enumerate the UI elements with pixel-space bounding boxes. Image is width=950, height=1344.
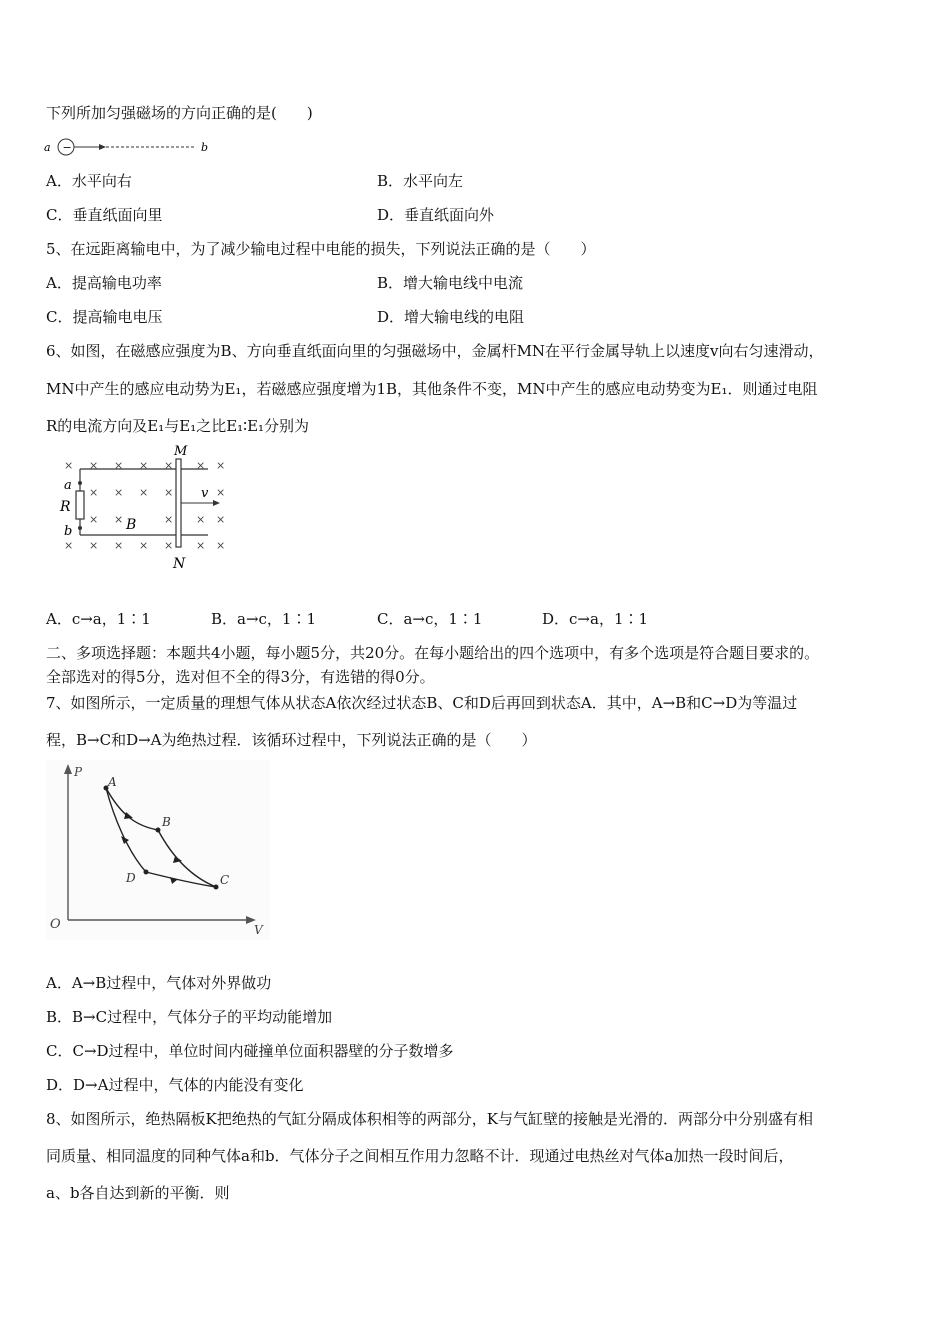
svg-text:×: × (114, 486, 124, 499)
q4-charge-figure (44, 136, 224, 162)
svg-text:×: × (216, 486, 226, 499)
svg-text:×: × (139, 459, 149, 472)
q7-point-C: C (220, 873, 230, 887)
q5-stem: 5、在远距离输电中，为了减少输电过程中电能的损失，下列说法正确的是（ ） (46, 240, 596, 258)
q6-stem-line2: MN中产生的感应电动势为E₁，若磁感应强度增为1B，其他条件不变，MN中产生的感应电动势变为E₁．则通过电阻 (46, 380, 818, 398)
q6-label-v: v (201, 486, 209, 501)
svg-text:×: × (196, 459, 206, 472)
q5-option-a[interactable]: A．提高输电功率 (46, 274, 162, 292)
svg-text:×: × (114, 459, 124, 472)
q4-option-c[interactable]: C．垂直纸面向里 (46, 206, 163, 224)
q4-stem: 下列所加匀强磁场的方向正确的是( ) (46, 104, 313, 122)
q7-option-b[interactable]: B．B→C过程中，气体分子的平均动能增加 (46, 1008, 333, 1026)
q6-label-M: M (174, 444, 188, 459)
q7-stem-line2: 程，B→C和D→A为绝热过程．该循环过程中，下列说法正确的是（ ） (46, 731, 537, 749)
q7-origin-O: O (50, 917, 61, 932)
q7-option-a[interactable]: A．A→B过程中，气体对外界做功 (46, 974, 272, 992)
svg-text:×: × (64, 459, 74, 472)
svg-text:×: × (139, 539, 149, 552)
q4-option-a[interactable]: A．水平向右 (46, 172, 132, 190)
q8-stem-line3: a、b各自达到新的平衡．则 (46, 1184, 230, 1202)
q7-point-B: B (162, 815, 171, 829)
svg-text:×: × (89, 513, 99, 526)
q6-stem-line3: R的电流方向及E₁与E₁之比E₁∶E₁分别为 (46, 417, 310, 435)
q6-label-R: R (60, 499, 71, 515)
q7-stem-line1: 7、如图所示，一定质量的理想气体从状态A依次经过状态B、C和D后再回到状态A．其中，A→B和C→D为等温过 (46, 694, 798, 712)
svg-text:×: × (196, 513, 206, 526)
svg-text:×: × (216, 513, 226, 526)
q7-point-A: A (108, 775, 117, 789)
q4-option-b[interactable]: B．水平向左 (377, 172, 464, 190)
q7-axis-V: V (254, 923, 263, 937)
q7-option-d[interactable]: D．D→A过程中，气体的内能没有变化 (46, 1076, 304, 1094)
q8-stem-line1: 8、如图所示，绝热隔板K把绝热的气缸分隔成体积相等的两部分，K与气缸壁的接触是光滑的．两部分中分别盛有相 (46, 1110, 813, 1128)
q7-option-c[interactable]: C．C→D过程中，单位时间内碰撞单位面积器壁的分子数增多 (46, 1042, 454, 1060)
section2-heading-line2: 全部选对的得5分，选对但不全的得3分，有选错的得0分。 (46, 668, 435, 686)
q7-axis-P: P (74, 765, 83, 779)
q6-option-b[interactable]: B．a→c，1∶1 (211, 610, 317, 628)
svg-text:×: × (89, 459, 99, 472)
q6-label-b: b (64, 524, 73, 539)
svg-text:×: × (216, 539, 226, 552)
q7-pv-diagram (46, 760, 270, 944)
q5-option-b[interactable]: B．增大输电线中电流 (377, 274, 524, 292)
svg-text:×: × (139, 486, 149, 499)
q4-label-b: b (201, 141, 209, 154)
svg-text:×: × (196, 539, 206, 552)
q8-stem-line2: 同质量、相同温度的同种气体a和b．气体分子之间相互作用力忽略不计．现通过电热丝对气体a加热一段时间后， (46, 1147, 794, 1165)
svg-text:×: × (164, 539, 174, 552)
q5-option-c[interactable]: C．提高输电电压 (46, 308, 163, 326)
q6-option-d[interactable]: D．c→a，1∶1 (542, 610, 649, 628)
q4-label-a: a (44, 141, 51, 154)
svg-text:×: × (164, 513, 174, 526)
svg-text:×: × (89, 486, 99, 499)
svg-text:×: × (216, 459, 226, 472)
q5-option-d[interactable]: D．增大输电线的电阻 (377, 308, 525, 326)
svg-text:×: × (114, 539, 124, 552)
q6-option-c[interactable]: C．a→c，1∶1 (377, 610, 483, 628)
q4-option-d[interactable]: D．垂直纸面向外 (377, 206, 495, 224)
q7-point-D: D (126, 871, 136, 885)
svg-text:×: × (164, 459, 174, 472)
q6-label-B: B (126, 517, 137, 533)
q6-option-a[interactable]: A．c→a，1∶1 (46, 610, 151, 628)
q6-circuit-figure (58, 443, 238, 579)
svg-text:×: × (164, 486, 174, 499)
svg-text:×: × (89, 539, 99, 552)
section2-heading-line1: 二、多项选择题：本题共4小题，每小题5分，共20分。在每小题给出的四个选项中，有多个选项是符合题目要求的。 (46, 644, 820, 662)
svg-text:×: × (114, 513, 124, 526)
q6-stem-line1: 6、如图，在磁感应强度为B、方向垂直纸面向里的匀强磁场中，金属杆MN在平行金属导轨上以速度v向右匀速滑动， (46, 342, 824, 360)
q6-label-a: a (64, 478, 72, 493)
q6-label-N: N (173, 556, 186, 572)
svg-text:×: × (64, 539, 74, 552)
q4-charge-sign: − (62, 141, 72, 154)
